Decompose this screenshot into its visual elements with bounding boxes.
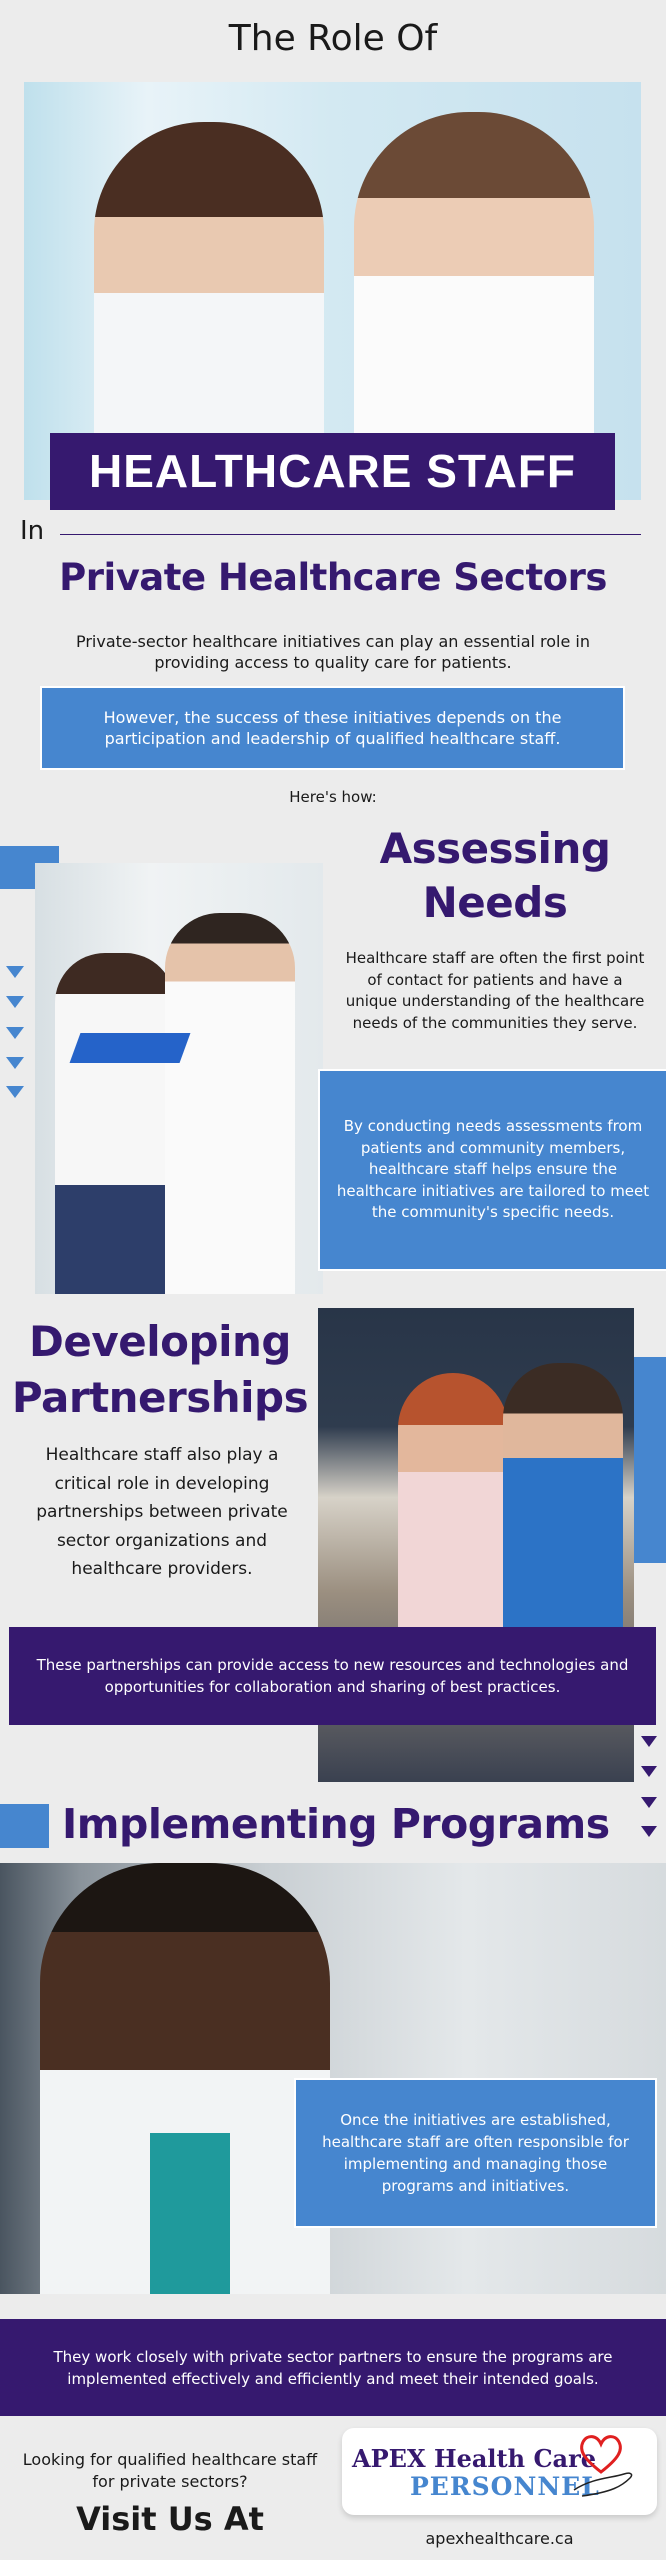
section-title-implementing: Implementing Programs — [62, 1800, 610, 1848]
assessing-text: Healthcare staff are often the first point of contact for patients and have a unique understanding of the healthcare needs of the communities they serve. — [345, 949, 645, 1032]
banner-text: HEALTHCARE STAFF — [88, 445, 577, 497]
lead-in: Here's how: — [289, 788, 377, 806]
implementing-band — [0, 2319, 666, 2416]
developing-text: Healthcare staff also play a critical role in developing partnerships between private sector organizations and healthcare providers. — [36, 1445, 288, 1579]
intro-callout — [40, 686, 625, 770]
assessing-callout — [318, 1069, 666, 1271]
blue-folder — [70, 1033, 191, 1063]
triangle-icon — [641, 1736, 657, 1747]
title-line: Assessing — [379, 824, 611, 873]
scrubs — [150, 2133, 230, 2294]
section-title-developing — [10, 1314, 310, 1426]
triangle-icon — [6, 1057, 24, 1069]
section-title-assessing — [330, 822, 660, 930]
triangle-icon — [6, 1086, 24, 1098]
subtitle: Private Healthcare Sectors — [59, 556, 607, 599]
developing-callout-text: These partnerships can provide access to new resources and technologies and opportunities for collaboration and sharing of best practices. — [36, 1656, 629, 1696]
footer-question: Looking for qualified healthcare staff for private sectors? — [22, 2450, 318, 2491]
title-line: The Role Of — [228, 18, 438, 59]
blue-accent-right — [634, 1357, 666, 1563]
triangle-icon — [641, 1826, 657, 1837]
doctor-figure-female — [55, 953, 175, 1294]
doctor-figure-male — [165, 913, 295, 1294]
implementing-callout — [294, 2078, 657, 2228]
implementing-callout-text: Once the initiatives are established, healthcare staff are often responsible for implementing and managing those programs and initiatives. — [322, 2111, 629, 2195]
title-line: Developing — [29, 1317, 291, 1366]
assessing-callout-text: By conducting needs assessments from patients and community members, healthcare staff helps ensure the healthcare initiatives are tailored to meet the community's specific needs. — [336, 1117, 650, 1222]
triangle-icon — [6, 1027, 24, 1039]
photo-doctors-walking — [35, 863, 323, 1294]
intro-paragraph: Private-sector healthcare initiatives can play an essential role in providing access to quality care for patients. — [75, 632, 591, 672]
apex-logo[interactable] — [342, 2428, 657, 2515]
nurse-figure — [503, 1363, 623, 1643]
implementing-band-text: They work closely with private sector partners to ensure the programs are implemented effectively and efficiently and meet their intended goals. — [53, 2347, 613, 2388]
title-line: Partnerships — [11, 1373, 309, 1422]
triangle-icon — [6, 996, 24, 1008]
blue-accent-square — [0, 1804, 49, 1848]
triangle-icon — [6, 966, 24, 978]
title-line: Needs — [422, 878, 568, 927]
healthcare-staff-banner — [50, 433, 615, 510]
intro-callout-text: However, the success of these initiatives depends on the participation and leadership of qualified healthcare staff. — [103, 708, 562, 748]
logo-line1: APEX Health Care — [352, 2444, 597, 2473]
triangle-icon — [641, 1766, 657, 1777]
hand-icon — [572, 2468, 642, 2498]
in-word: In — [20, 516, 45, 546]
website-url[interactable]: apexhealthcare.ca — [425, 2529, 574, 2548]
visit-us-cta: Visit Us At — [76, 2500, 264, 2538]
divider-line — [60, 534, 641, 535]
logo-line2: PERSONNEL — [410, 2472, 600, 2501]
triangle-icon — [641, 1797, 657, 1808]
patient-figure — [398, 1373, 508, 1633]
developing-callout — [9, 1627, 656, 1725]
